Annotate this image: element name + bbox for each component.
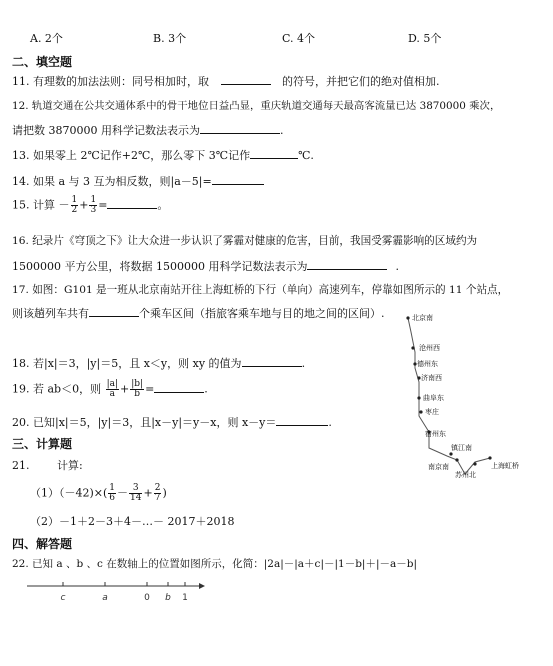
q20-blank[interactable] — [276, 414, 328, 426]
station-label: 上海虹桥 — [491, 462, 519, 470]
question-17-line2 — [12, 305, 385, 321]
q12-end: . — [279, 124, 284, 137]
station-label: 曲阜东 — [423, 394, 444, 402]
section-calc-title: 三、计算题 — [12, 437, 73, 451]
q21-number: 21. — [12, 459, 30, 472]
question-16-line2 — [12, 258, 399, 274]
question-15 — [12, 196, 168, 215]
q19-fraction-2: $\frac{|b|}{b}$ — [131, 379, 144, 399]
question-21-heading — [12, 457, 83, 473]
q19-fraction-1: $\frac{|a|}{a}$ — [106, 379, 119, 399]
station-label: 镇江南 — [451, 444, 472, 452]
q18-text: 18. 若|x|＝3，|y|＝5，且 x＜y，则 xy 的值为 — [12, 357, 242, 370]
railway-route-line — [408, 318, 490, 474]
railway-map — [395, 306, 550, 486]
q15-minus: － — [58, 198, 70, 212]
choices-row — [30, 30, 530, 44]
section-solve-title: 四、解答题 — [12, 537, 73, 551]
station-dot-suzhoubei — [473, 462, 476, 465]
q21-label: 计算: — [57, 459, 83, 472]
q15-text: 15. 计算 — [12, 198, 55, 212]
q15-end: 。 — [157, 198, 169, 212]
question-21-part2: （2）－1＋2－3＋4－…－ 2017＋2018 — [30, 515, 235, 528]
choice-d[interactable]: D. 5个 — [408, 32, 442, 45]
q16-end: . — [395, 260, 399, 273]
label-1: 1 — [182, 593, 188, 603]
question-21-part1 — [30, 484, 167, 503]
question-17-line1: 17. 如图：G101 是一班从北京南站开往上海虹桥的下行（单向）高速列车，停靠如图所示的 11 个站点， — [12, 284, 509, 296]
q20-end: . — [328, 416, 332, 429]
question-22: 22. 已知 a 、b 、c 在数轴上的位置如图所示，化简：|2a|－|a＋c|－|1－b|＋|－a－b| — [12, 558, 418, 570]
q15-plus: + — [79, 198, 89, 212]
q12-blank[interactable] — [200, 122, 280, 134]
station-dot-qufu — [417, 396, 420, 399]
q19-equals: = — [145, 382, 155, 396]
q21-minus: － — [117, 486, 129, 500]
q17-blank[interactable] — [89, 305, 139, 317]
q16-blank[interactable] — [307, 258, 387, 270]
q21-fraction-1: $\frac{1}{6}$ — [109, 483, 116, 503]
label-c: c — [60, 593, 66, 603]
q13-text: 13. 如果零上 2℃记作+2℃，那么零下 3℃记作 — [12, 149, 251, 162]
label-b: b — [165, 593, 171, 603]
station-label: 北京南 — [412, 314, 433, 322]
station-dot-beijing — [406, 316, 409, 319]
station-label: 苏州北 — [455, 471, 476, 479]
q19-end: . — [204, 382, 208, 396]
q11-blank[interactable] — [221, 73, 271, 85]
q19-text: 19. 若 ab＜0，则 — [12, 382, 102, 396]
station-dot-zhenjiang — [449, 452, 452, 455]
station-label: 南京南 — [428, 463, 449, 471]
question-12-line1: 12. 轨道交通在公共交通体系中的骨干地位日益凸显，重庆轨道交通每天最高客流量已达 3870000 乘次， — [12, 100, 501, 112]
choice-b[interactable]: B. 3个 — [153, 32, 187, 45]
q13-blank[interactable] — [250, 147, 298, 159]
question-16-line1: 16. 纪录片《穹顶之下》让大众进一步认识了雾霾对健康的危害，目前，我国受雾霾影响的区域约为 — [12, 235, 478, 247]
q20-text: 20. 已知|x|＝5，|y|＝3，且|x－y|＝y－x，则 x－y＝ — [12, 416, 277, 429]
number-line-arrow-icon — [199, 583, 205, 589]
station-label: 济南西 — [421, 374, 442, 382]
label-a: a — [102, 593, 108, 603]
q21-fraction-3: $\frac{2}{7}$ — [154, 483, 161, 503]
q19-plus: + — [120, 382, 130, 396]
q21-fraction-2: $\frac{3}{14}$ — [130, 483, 142, 503]
question-11 — [12, 73, 440, 89]
q21-p1-text: （1）（－42)×( — [30, 486, 108, 500]
question-14 — [12, 173, 264, 189]
question-12-line2 — [12, 122, 283, 138]
station-label: 沧州西 — [419, 344, 440, 352]
choice-c[interactable]: C. 4个 — [282, 32, 316, 45]
q15-equals: = — [98, 198, 108, 212]
question-18 — [12, 355, 305, 371]
station-label: 德州东 — [417, 360, 438, 368]
q15-blank[interactable] — [107, 197, 157, 209]
q18-end: . — [301, 357, 306, 370]
station-dot-zaozhuang — [419, 410, 422, 413]
station-dot-shanghai — [488, 456, 491, 459]
q11-text: 11. 有理数的加法法则：同号相加时，取 — [12, 75, 209, 88]
q15-fraction-2: $\frac{1}{3}$ — [90, 195, 97, 215]
q21-plus: + — [143, 486, 153, 500]
station-label: 宿州东 — [425, 430, 446, 438]
q14-text: 14. 如果 a 与 3 互为相反数，则|a－5|= — [12, 175, 212, 188]
station-dot-nanjing — [455, 458, 458, 461]
q18-blank[interactable] — [242, 355, 302, 367]
q12-text: 请把数 3870000 用科学记数法表示为 — [12, 124, 200, 137]
q13-end: ℃. — [298, 149, 314, 162]
question-19 — [12, 380, 208, 399]
q19-blank[interactable] — [154, 381, 204, 393]
station-dot-cangzhou — [411, 346, 414, 349]
number-line — [25, 576, 205, 606]
station-label: 枣庄 — [425, 408, 439, 416]
q14-blank[interactable] — [212, 173, 264, 185]
q17-text: 则该趟列车共有 — [12, 307, 89, 320]
q17-text-end: 个乘车区间（指旅客乘车地与目的地之间的区间）. — [139, 307, 385, 320]
section-fill-title: 二、填空题 — [12, 55, 73, 69]
q16-text: 1500000 平方公里，将数据 1500000 用科学记数法表示为 — [12, 260, 308, 273]
q15-fraction-1: $\frac{1}{2}$ — [71, 195, 78, 215]
question-13 — [12, 147, 314, 163]
q21-p1-end: ) — [162, 486, 167, 500]
q11-text-end: 的符号，并把它们的绝对值相加. — [282, 75, 440, 88]
question-20 — [12, 414, 332, 430]
label-0: 0 — [144, 593, 150, 603]
choice-a[interactable]: A. 2个 — [30, 32, 63, 45]
